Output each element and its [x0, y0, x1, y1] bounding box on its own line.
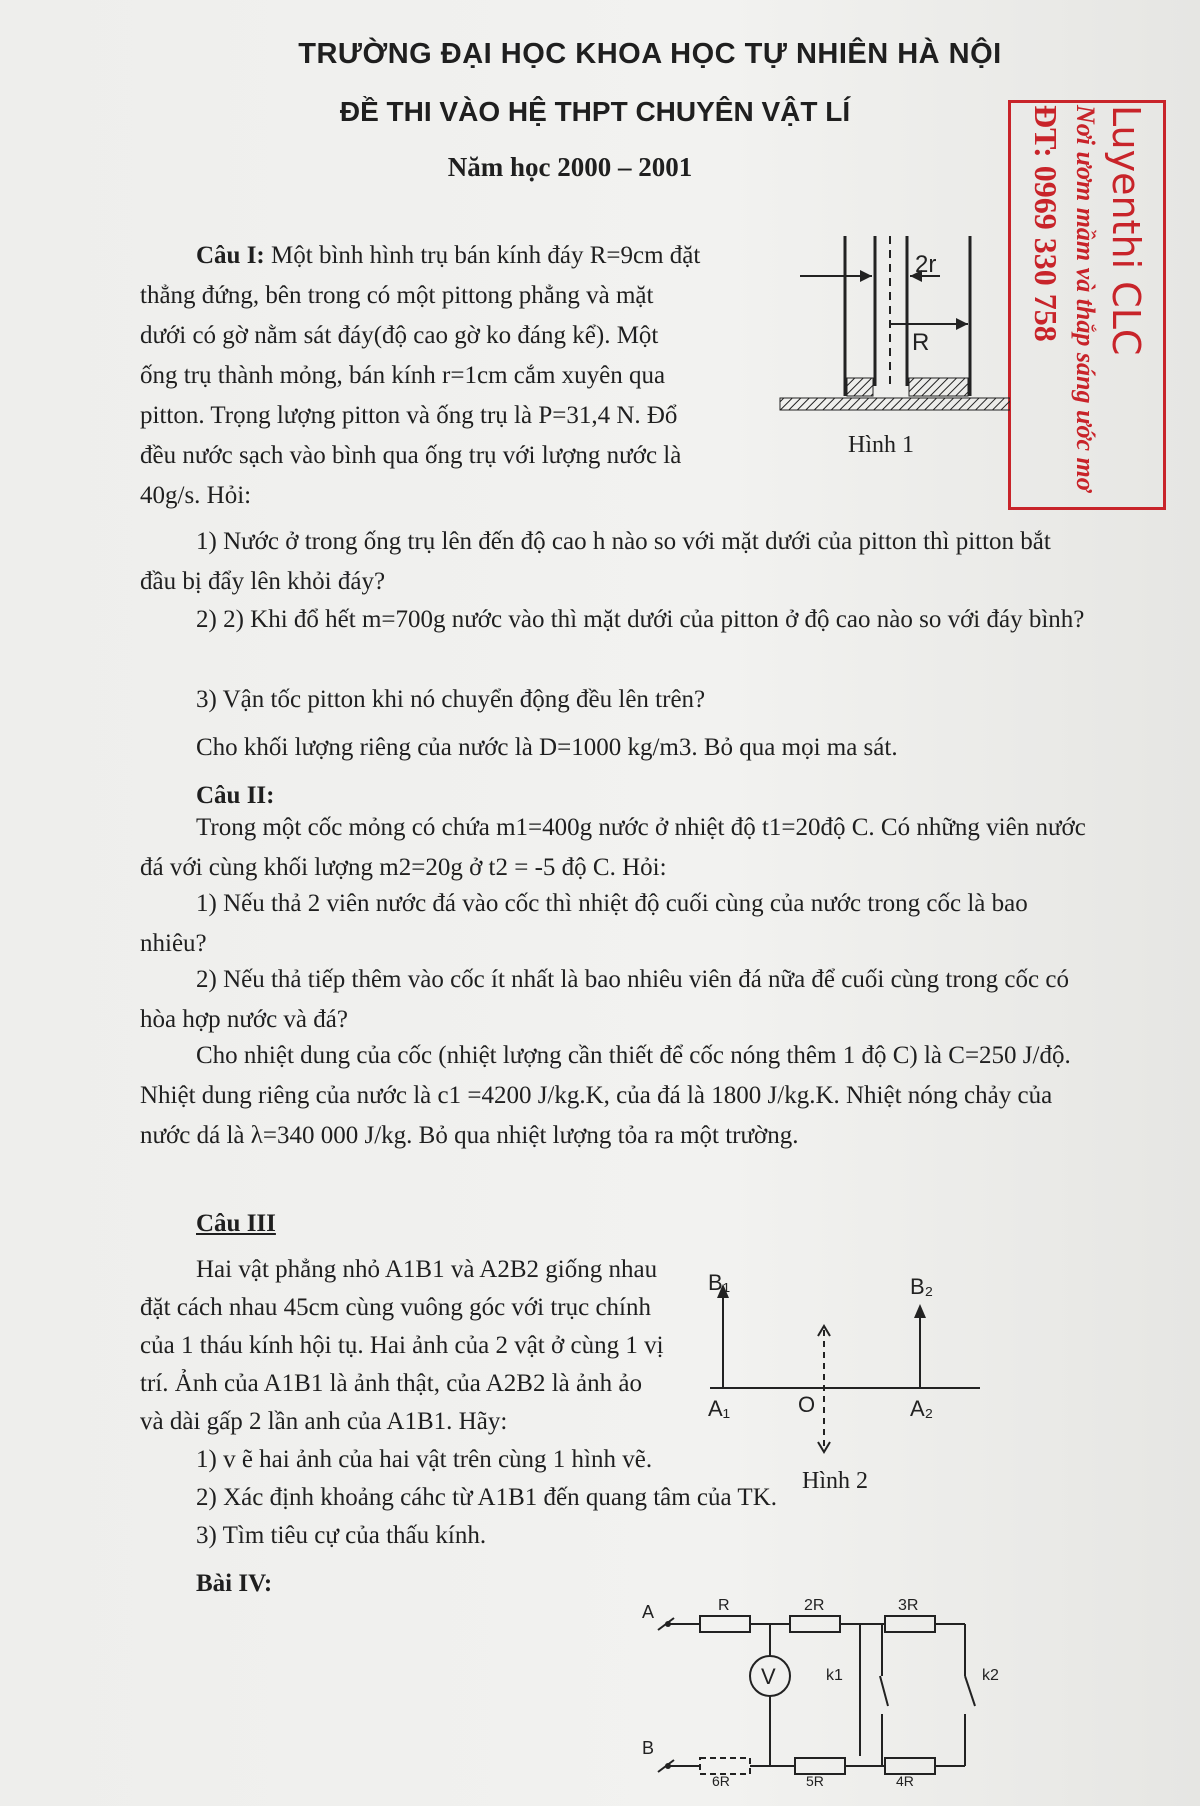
circuit-label-5R: 5R — [806, 1773, 824, 1786]
q1-line-3: ống trụ thành mỏng, bán kính r=1cm cắm xuyên qua — [140, 362, 666, 389]
stamp-text — [1024, 105, 1150, 505]
q1-label: Câu I: — [196, 242, 265, 269]
q2-note: Cho nhiệt dung của cốc (nhiệt lượng cần thiết để cốc nóng thêm 1 độ C) là C=250 J/độ. Nhiệt dung riêng của nước là c1 =4200 J/kg.K, của đá là 1800 J/kg.K. Nhiệt nóng chảy của nước dá là λ=340 000 J/kg. Bỏ qua nhiệt lượng tỏa ra một trường. — [140, 1042, 1071, 1149]
figure-1-caption: Hình 1 — [848, 432, 914, 458]
circuit-label-R: R — [718, 1597, 730, 1614]
figure-2-lens — [700, 1270, 990, 1470]
q2-intro: Trong một cốc mỏng có chứa m1=400g nước ở nhiệt độ t1=20độ C. Có những viên nước đá với cùng khối lượng m2=20g ở t2 = -5 độ C. Hỏi: — [140, 814, 1086, 881]
q1-line-1: thẳng đứng, bên trong có một pittong phẳng và mặt — [140, 282, 654, 309]
circuit-label-4R: 4R — [896, 1773, 914, 1786]
q3-item-2: 2) Xác định khoảng cáhc từ A1B1 đến quang tâm của TK. — [196, 1484, 777, 1511]
circuit-label-3R: 3R — [898, 1597, 919, 1614]
school-year: Năm học 2000 – 2001 — [447, 152, 693, 182]
switch-k2-label: k2 — [982, 1667, 999, 1684]
school-name: TRƯỜNG ĐẠI HỌC KHOA HỌC TỰ NHIÊN HÀ NỘI — [298, 38, 1002, 70]
stamp-phone: ĐT: 0969 330 758 — [1028, 105, 1064, 342]
q1-line-6: 40g/s. Hỏi: — [140, 482, 252, 509]
q1-note: Cho khối lượng riêng của nước là D=1000 kg/m3. Bỏ qua mọi ma sát. — [196, 734, 898, 761]
q1-item-3: 3) Vận tốc pitton khi nó chuyển động đều lên trên? — [196, 686, 706, 713]
fig2-label-B2: B₂ — [910, 1274, 934, 1299]
stamp-slogan: Nơi ươm mầm và thắp sáng ước mơ — [1071, 105, 1100, 492]
circuit-label-2R: 2R — [804, 1597, 825, 1614]
fig2-label-A2: A₂ — [910, 1396, 934, 1421]
q2-label: Câu II: — [196, 782, 275, 809]
voltmeter-label: V — [761, 1664, 776, 1689]
q1-line-2: dưới có gờ nằm sát đáy(độ cao gờ ko đáng kể). Một — [140, 322, 659, 349]
fig2-label-B1: B₁ — [708, 1270, 731, 1295]
q2-item-1: 1) Nếu thả 2 viên nước đá vào cốc thì nhiệt độ cuối cùng của nước trong cốc là bao nhiêu? — [140, 890, 1028, 957]
fig2-label-O: O — [798, 1392, 816, 1417]
q3-item-1: 1) v ẽ hai ảnh của hai vật trên cùng 1 hình vẽ. — [196, 1446, 653, 1473]
q3-item-3: 3) Tìm tiêu cự của thấu kính. — [196, 1522, 487, 1549]
q1-line-5: đều nước sạch vào bình qua ống trụ với lượng nước là — [140, 442, 682, 469]
circuit-label-6R: 6R — [712, 1773, 730, 1786]
q3-line-2: của 1 tháu kính hội tụ. Hai ảnh của 2 vật ở cùng 1 vị — [140, 1332, 664, 1359]
stamp-brand: Luyenthi CLC — [1104, 105, 1148, 356]
figure-2-caption: Hình 2 — [802, 1468, 868, 1494]
q1-line-0: Câu I: Một bình hình trụ bán kính đáy R=9cm đặt — [196, 242, 701, 269]
figure-1-cylinder — [760, 226, 1010, 436]
q3-label: Câu III — [196, 1210, 276, 1237]
switch-k1-label: k1 — [826, 1667, 843, 1684]
fig1-label-2r: 2r — [915, 251, 937, 278]
q2-item-2: 2) Nếu thả tiếp thêm vào cốc ít nhất là bao nhiêu viên đá nữa để cuối cùng trong cốc có hòa hợp nước và đá? — [140, 966, 1069, 1033]
figure-circuit — [630, 1596, 1020, 1786]
q3-line-0: Hai vật phẳng nhỏ A1B1 và A2B2 giống nhau — [196, 1256, 658, 1283]
fig1-label-R: R — [912, 329, 930, 356]
exam-title: ĐỀ THI VÀO HỆ THPT CHUYÊN VẬT LÍ — [339, 96, 851, 127]
fig2-label-A1: A₁ — [708, 1396, 731, 1421]
q3-line-3: trí. Ảnh của A1B1 là ảnh thật, của A2B2 là ảnh ảo — [140, 1370, 642, 1397]
q1-item-2: 2) 2) Khi đổ hết m=700g nước vào thì mặt dưới của pitton ở độ cao nào so với đáy bình? — [196, 606, 1085, 633]
q3-line-1: đặt cách nhau 45cm cùng vuông góc với trục chính — [140, 1294, 651, 1321]
q4-label: Bài IV: — [196, 1570, 273, 1597]
q3-line-4: và dài gấp 2 lần anh của A1B1. Hãy: — [140, 1408, 508, 1435]
q1-item-1: 1) Nước ở trong ống trụ lên đến độ cao h nào so với mặt dưới của pitton thì pitton bắt đầu bị đẩy lên khỏi đáy? — [140, 528, 1051, 595]
q1-line-4: pitton. Trọng lượng pitton và ống trụ là P=31,4 N. Đổ — [140, 402, 678, 429]
circuit-label-A: A — [642, 1602, 655, 1622]
circuit-label-B: B — [642, 1738, 655, 1758]
watermark-stamp — [1008, 100, 1166, 510]
